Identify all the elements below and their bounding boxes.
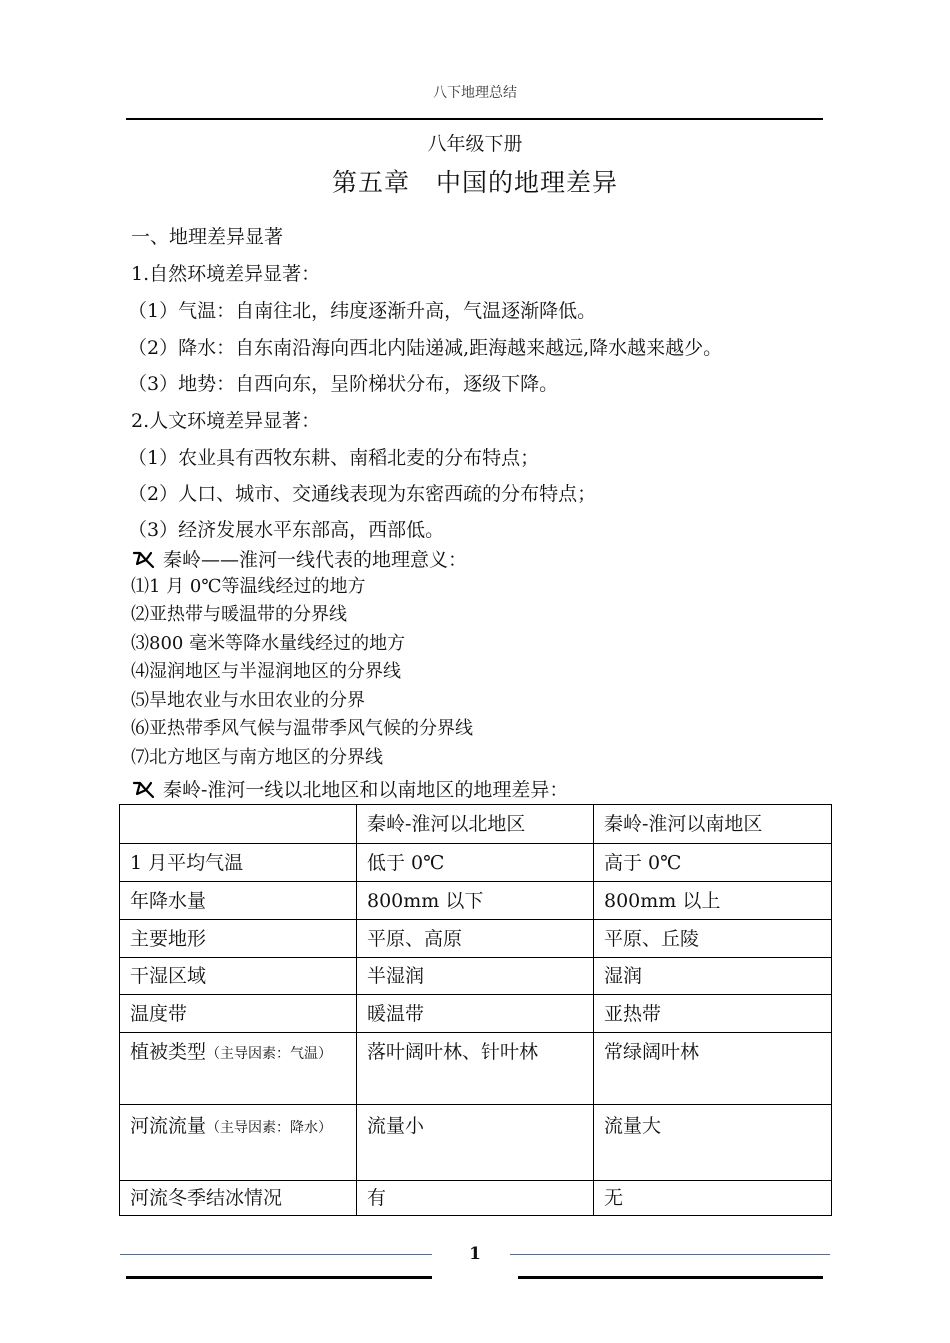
row-label: 干湿区域: [120, 958, 357, 995]
row-label: 河流冬季结冰情况: [120, 1181, 357, 1216]
north-value: 有: [357, 1181, 594, 1216]
pin-icon: [131, 549, 157, 569]
row-label-text: 植被类型: [130, 1041, 207, 1063]
table-row: [120, 995, 832, 1033]
header-text: 八下地理总结: [433, 85, 517, 101]
row-label: 主要地形: [120, 920, 357, 958]
item-terrain: （3）地势：自西向东，呈阶梯状分布，逐级下降。: [128, 373, 559, 395]
south-value: 800mm 以上: [594, 882, 832, 920]
north-value: 800mm 以下: [357, 882, 594, 920]
significance-item: ⑶800 毫米等降水量线经过的地方: [131, 633, 406, 654]
significance-item: ⑸旱地农业与水田农业的分界: [131, 690, 365, 711]
differences-heading-text: 秦岭-淮河一线以北地区和以南地区的地理差异：: [163, 779, 569, 801]
differences-table: [119, 804, 832, 1216]
pin-icon: [131, 779, 157, 799]
row-label-text: 河流流量: [130, 1115, 207, 1137]
significance-item: ⑴1 月 0℃等温线经过的地方: [131, 576, 366, 597]
item-agriculture: （1）农业具有西牧东耕、南稻北麦的分布特点；: [128, 447, 540, 469]
significance-item: ⑹亚热带季风气候与温带季风气候的分界线: [131, 718, 473, 739]
item-precipitation: （2）降水：自东南沿海向西北内陆递减,距海越来越远,降水越来越少。: [128, 337, 723, 359]
row-label: 1 月平均气温: [120, 844, 357, 882]
north-value: 低于 0℃: [357, 844, 594, 882]
footer-rule: [518, 1276, 823, 1279]
table-header-cell: [120, 805, 357, 844]
header-rule: [126, 118, 823, 120]
south-value: 高于 0℃: [594, 844, 832, 882]
row-label-note: （主导因素：降水）: [206, 1120, 333, 1136]
subsection-natural: 1.自然环境差异显著：: [131, 263, 321, 285]
north-value: 平原、高原: [357, 920, 594, 958]
significance-heading: [131, 545, 467, 572]
significance-item: ⑷湿润地区与半湿润地区的分界线: [131, 661, 401, 682]
south-value: 常绿阔叶林: [594, 1033, 832, 1105]
north-value: 流量小: [357, 1105, 594, 1181]
row-label: [120, 1033, 357, 1105]
north-value: 暖温带: [357, 995, 594, 1033]
south-value: 无: [594, 1181, 832, 1216]
footer-rule: [510, 1254, 830, 1255]
significance-item: ⑵亚热带与暖温带的分界线: [131, 604, 347, 625]
table-header-cell: 秦岭-淮河以南地区: [594, 805, 832, 844]
grade-title: 八年级下册: [427, 133, 523, 155]
table-row: [120, 1033, 832, 1105]
row-label-note: （主导因素：气温）: [206, 1046, 333, 1062]
section-heading: 一、地理差异显著: [131, 226, 284, 248]
significance-item: ⑺北方地区与南方地区的分界线: [131, 747, 383, 768]
table-header-cell: 秦岭-淮河以北地区: [357, 805, 594, 844]
footer-rule: [126, 1276, 432, 1279]
table-header-row: [120, 805, 832, 844]
table-row: [120, 1181, 832, 1216]
south-value: 流量大: [594, 1105, 832, 1181]
item-temperature: （1）气温：自南往北，纬度逐渐升高，气温逐渐降低。: [128, 300, 597, 322]
chapter-title: 第五章 中国的地理差异: [331, 168, 618, 197]
table-row: [120, 882, 832, 920]
row-label: [120, 1105, 357, 1181]
significance-heading-text: 秦岭——淮河一线代表的地理意义：: [163, 549, 468, 571]
page-number: 1: [469, 1244, 481, 1264]
south-value: 平原、丘陵: [594, 920, 832, 958]
table-row: [120, 958, 832, 995]
differences-heading: [131, 775, 568, 802]
table-row: [120, 844, 832, 882]
north-value: 半湿润: [357, 958, 594, 995]
south-value: 亚热带: [594, 995, 832, 1033]
item-population: （2）人口、城市、交通线表现为东密西疏的分布特点；: [128, 483, 597, 505]
subsection-human: 2.人文环境差异显著：: [131, 410, 321, 432]
table-row: [120, 920, 832, 958]
footer-rule: [120, 1254, 432, 1255]
row-label: 温度带: [120, 995, 357, 1033]
row-label: 年降水量: [120, 882, 357, 920]
item-economy: （3）经济发展水平东部高，西部低。: [128, 519, 445, 541]
south-value: 湿润: [594, 958, 832, 995]
table-row: [120, 1105, 832, 1181]
north-value: 落叶阔叶林、针叶林: [357, 1033, 594, 1105]
